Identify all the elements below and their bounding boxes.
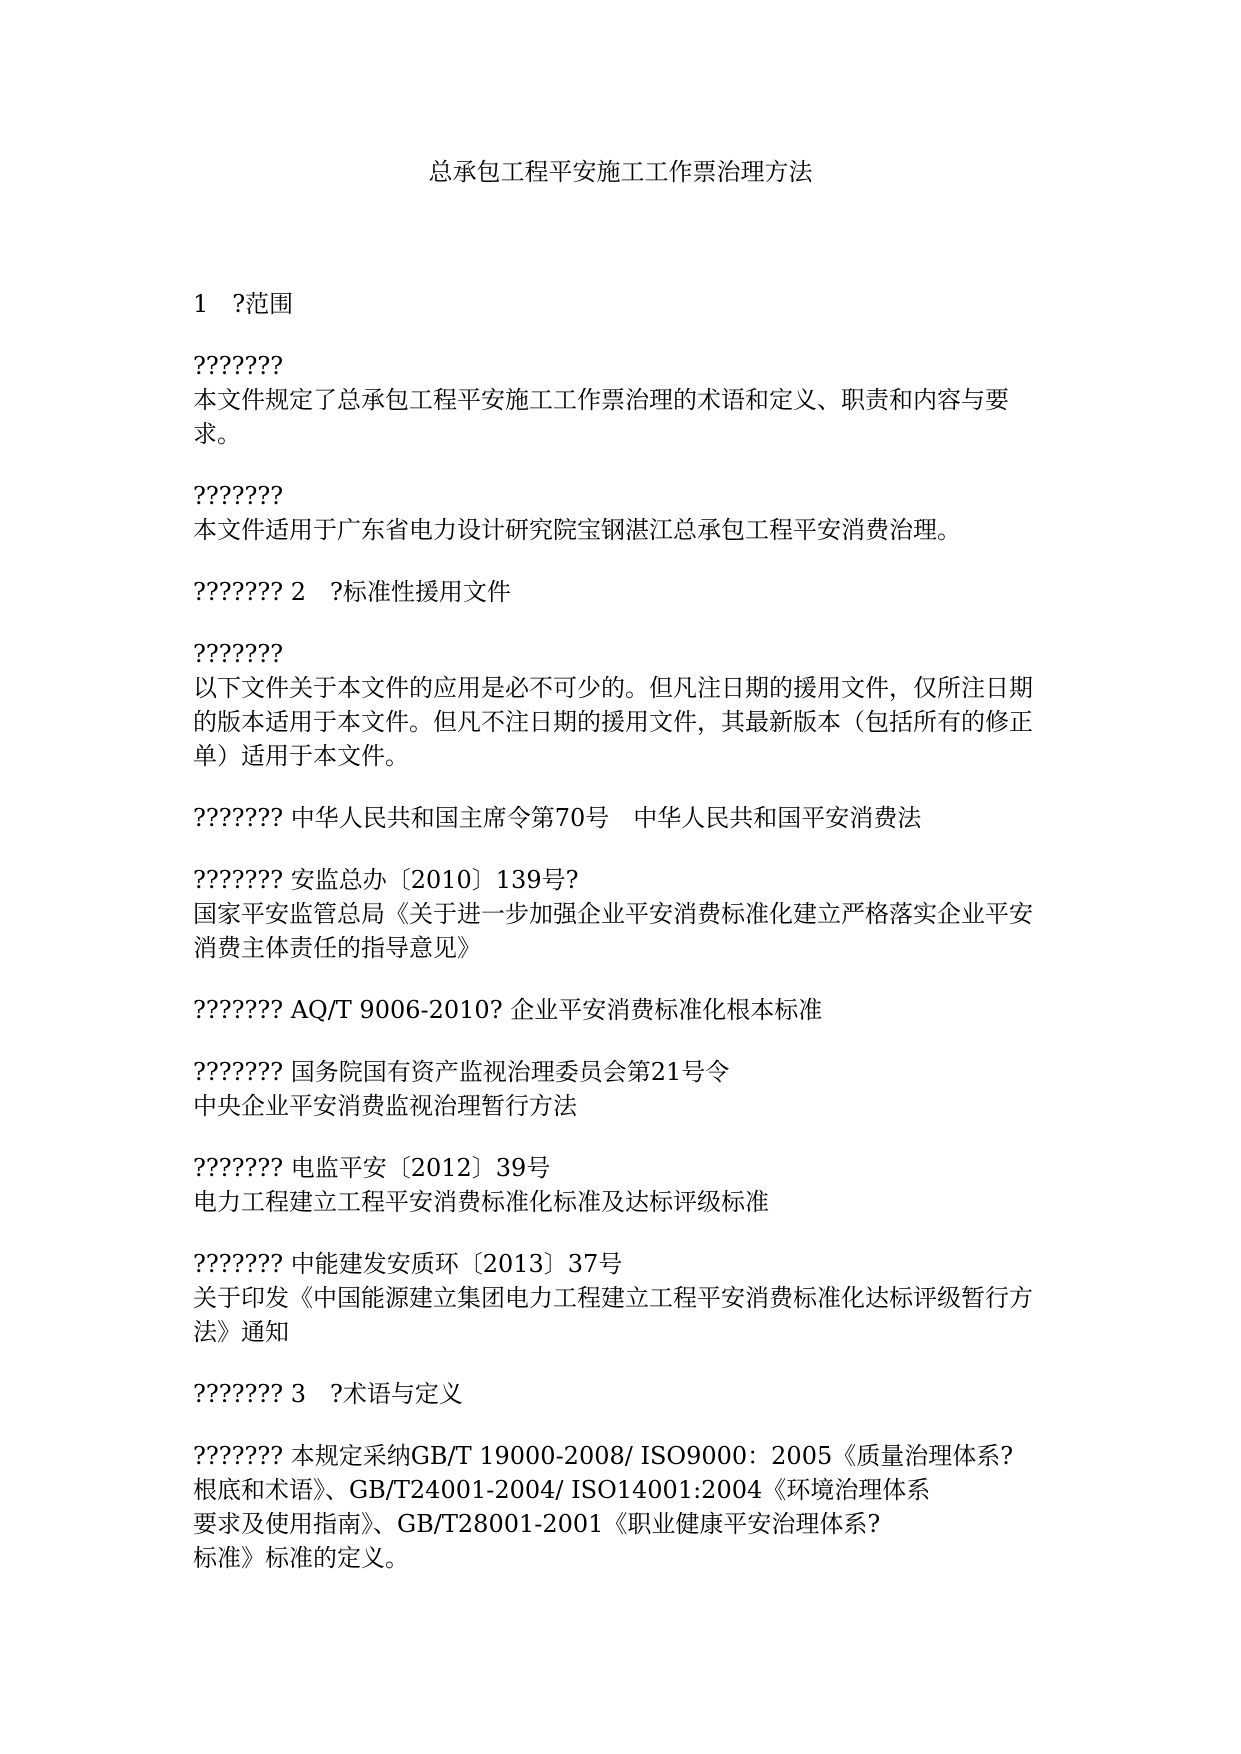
reference-item bbox=[193, 1151, 1053, 1219]
paragraph-line: 1 ?范围 bbox=[193, 290, 294, 318]
paragraph-line: ??????? bbox=[193, 640, 284, 668]
paragraph-line: ??????? 中能建发安质环〔2013〕37号 bbox=[193, 1250, 623, 1278]
paragraph-text: 国家平安监管总局《关于进一步加强企业平安消费标准化建立严格落实企业平安消费主体责任的指导意见》 bbox=[193, 900, 1033, 962]
paragraph-line: ??????? bbox=[193, 352, 284, 380]
reference-item bbox=[193, 1055, 1053, 1123]
paragraph-line: 标准》标准的定义。 bbox=[193, 1544, 409, 1572]
reference-item bbox=[193, 863, 1053, 965]
paragraph-line: ??????? 3 ?术语与定义 bbox=[193, 1380, 463, 1408]
paragraph-line: 要求及使用指南》、GB/T28001-2001《职业健康平安治理体系? bbox=[193, 1510, 881, 1538]
paragraph-line: ??????? AQ/T 9006-2010? 企业平安消费标准化根本标准 bbox=[193, 996, 823, 1024]
clause-scope-content bbox=[193, 349, 1053, 451]
clause-terms-definition bbox=[193, 1439, 1053, 1575]
reference-item bbox=[193, 1247, 1053, 1349]
reference-item bbox=[193, 801, 1053, 835]
section-heading-terms bbox=[193, 1377, 1053, 1411]
document-title: 总承包工程平安施工工作票治理方法 bbox=[428, 158, 813, 186]
paragraph-line: 中央企业平安消费监视治理暂行方法 bbox=[193, 1092, 577, 1120]
document-body bbox=[193, 287, 1053, 1603]
paragraph-text: 本文件适用于广东省电力设计研究院宝钢湛江总承包工程平安消费治理。 bbox=[193, 516, 961, 544]
paragraph-line: 根底和术语》、GB/T24001-2004/ ISO14001:2004《环境治理体系 bbox=[193, 1476, 931, 1504]
paragraph-line: ??????? bbox=[193, 482, 284, 510]
paragraph-text: 关于印发《中国能源建立集团电力工程建立工程平安消费标准化达标评级暂行方法》通知 bbox=[193, 1284, 1033, 1346]
paragraph-line: 电力工程建立工程平安消费标准化标准及达标评级标准 bbox=[193, 1188, 769, 1216]
paragraph-line: ??????? 安监总办〔2010〕139号? bbox=[193, 866, 579, 894]
paragraph-text: 本文件规定了总承包工程平安施工工作票治理的术语和定义、职责和内容与要求。 bbox=[193, 386, 1009, 448]
clause-references-intro bbox=[193, 637, 1053, 773]
clause-scope-applicability bbox=[193, 479, 1053, 547]
paragraph-line: ??????? 本规定采纳GB/T 19000-2008/ ISO9000：2005《质量治理体系? bbox=[193, 1442, 1014, 1470]
paragraph-line: ??????? 电监平安〔2012〕39号 bbox=[193, 1154, 551, 1182]
paragraph-line: ??????? 中华人民共和国主席令第70号 中华人民共和国平安消费法 bbox=[193, 804, 922, 832]
paragraph-line: ??????? 2 ?标准性援用文件 bbox=[193, 578, 511, 606]
paragraph-line: ??????? 国务院国有资产监视治理委员会第21号令 bbox=[193, 1058, 730, 1086]
reference-item bbox=[193, 993, 1053, 1027]
section-heading-scope bbox=[193, 287, 1053, 321]
paragraph-text: 以下文件关于本文件的应用是必不可少的。但凡注日期的援用文件，仅所注日期的版本适用于本文件。但凡不注日期的援用文件，其最新版本（包括所有的修正单）适用于本文件。 bbox=[193, 674, 1033, 770]
section-heading-normative-references bbox=[193, 575, 1053, 609]
